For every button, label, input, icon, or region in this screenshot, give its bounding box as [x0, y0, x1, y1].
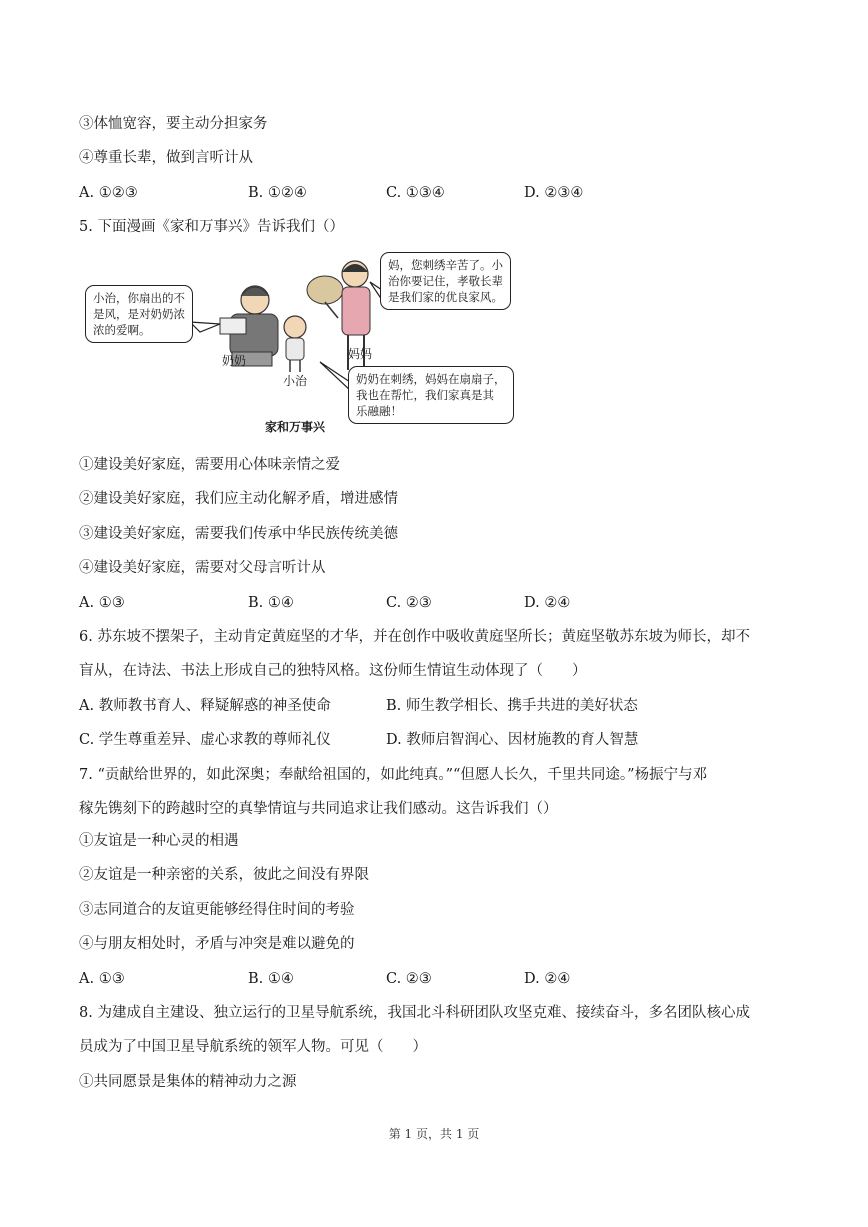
- q7-option-a: A. ①③: [79, 971, 125, 987]
- q7-stem-line-1: 7. “贡献给世界的，如此深奥；奉献给祖国的，如此纯真。”“但愿人长久，千里共同途。”杨振宁与邓: [79, 767, 708, 783]
- bubble-grandma-line: 浓的爱啊。: [93, 323, 151, 337]
- page-footer: 第 1 页，共 1 页: [388, 1127, 480, 1141]
- q5-statement-1: ①建设美好家庭，需要用心体味亲情之爱: [79, 457, 340, 473]
- q7-option-d: D. ②④: [524, 971, 571, 987]
- bubble-grandma: [85, 285, 193, 343]
- q5-option-d: D. ②④: [524, 595, 571, 611]
- bubble-mom: [380, 252, 511, 310]
- q5-stem: 5. 下面漫画《家和万事兴》告诉我们（）: [79, 219, 344, 235]
- q4-option-a: A. ①②③: [79, 185, 138, 201]
- q5-option-b: B. ①④: [248, 595, 294, 611]
- q6-option-d: D. 教师启智润心、因材施教的育人智慧: [386, 732, 639, 748]
- q4-option-c: C. ①③④: [386, 185, 445, 201]
- q4-option-b: B. ①②④: [248, 185, 307, 201]
- q8-stem-line-1: 8. 为建成自主建设、独立运行的卫星导航系统，我国北斗科研团队攻坚克难、接续奋斗，多名团队核心成: [79, 1005, 750, 1021]
- comic-title: 家和万事兴: [265, 420, 326, 434]
- label-grandma: 奶奶: [222, 354, 247, 368]
- bubble-mom-line: 是我们家的优良家风。: [388, 290, 503, 304]
- bubble-child-line: 乐融融！: [356, 404, 402, 418]
- q4-statement-3: ③体恤宽容，要主动分担家务: [79, 116, 268, 132]
- q8-stem-line-2: 员成为了中国卫星导航系统的领军人物。可见（ ）: [79, 1039, 427, 1055]
- bubble-mom-line: 治你要记住，孝敬长辈: [388, 274, 503, 288]
- q5-option-a: A. ①③: [79, 595, 125, 611]
- q4-statement-4: ④尊重长辈，做到言听计从: [79, 150, 253, 166]
- q7-statement-2: ②友谊是一种亲密的关系，彼此之间没有界限: [79, 867, 369, 883]
- q5-option-c: C. ②③: [386, 595, 432, 611]
- label-child: 小治: [283, 374, 308, 388]
- label-mom: 妈妈: [348, 347, 373, 361]
- q7-stem-line-2: 稼先镌刻下的跨越时空的真挚情谊与共同追求让我们感动。这告诉我们（）: [79, 801, 558, 817]
- q5-statement-2: ②建设美好家庭，我们应主动化解矛盾，增进感情: [79, 491, 398, 507]
- comic-image: [80, 252, 550, 432]
- q7-statement-4: ④与朋友相处时，矛盾与冲突是难以避免的: [79, 936, 355, 952]
- q7-statement-1: ①友谊是一种心灵的相遇: [79, 833, 239, 849]
- bubble-mom-line: 妈，您刺绣辛苦了。小: [388, 258, 503, 272]
- q6-stem-line-2: 盲从，在诗法、书法上形成自己的独特风格。这份师生情谊生动体现了（ ）: [79, 663, 587, 679]
- q5-statement-4: ④建设美好家庭，需要对父母言听计从: [79, 560, 326, 576]
- q7-option-c: C. ②③: [386, 971, 432, 987]
- bubble-grandma-line: 是风，是对奶奶浓: [93, 307, 185, 321]
- q7-statement-3: ③志同道合的友谊更能够经得住时间的考验: [79, 902, 355, 918]
- q6-option-a: A. 教师教书育人、释疑解惑的神圣使命: [79, 698, 331, 714]
- q6-option-b: B. 师生教学相长、携手共进的美好状态: [386, 698, 638, 714]
- q6-stem-line-1: 6. 苏东坡不摆架子，主动肯定黄庭坚的才华，并在创作中吸收黄庭坚所长；黄庭坚敬苏东坡为师长，却不: [79, 629, 750, 645]
- q4-option-d: D. ②③④: [524, 185, 584, 201]
- bubble-child: [348, 366, 514, 424]
- bubble-child-line: 奶奶在刺绣，妈妈在扇扇子，: [356, 372, 506, 386]
- bubble-grandma-line: 小治，你扇出的不: [93, 291, 185, 305]
- q6-option-c: C. 学生尊重差异、虚心求教的尊师礼仪: [79, 732, 331, 748]
- q7-option-b: B. ①④: [248, 971, 294, 987]
- q8-statement-1: ①共同愿景是集体的精神动力之源: [79, 1074, 297, 1090]
- bubble-child-line: 我也在帮忙，我们家真是其: [356, 388, 494, 402]
- q5-statement-3: ③建设美好家庭，需要我们传承中华民族传统美德: [79, 526, 398, 542]
